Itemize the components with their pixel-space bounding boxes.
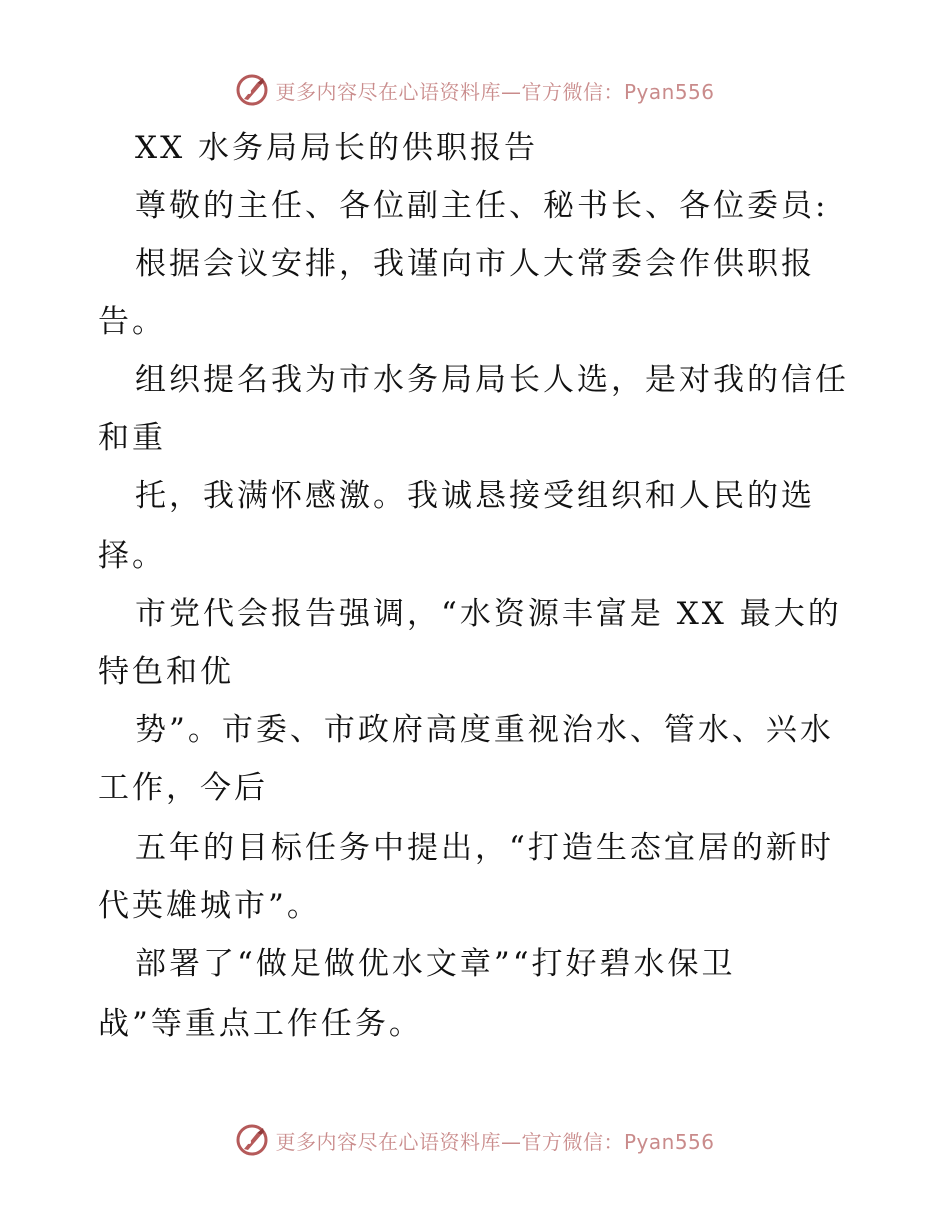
quill-pen-logo-icon <box>235 1123 269 1157</box>
paragraph-line: 组织提名我为市水务局局长人选，是对我的信任 <box>135 362 849 398</box>
paragraph-line: 根据会议安排，我谨向市人大常委会作供职报 <box>135 246 815 282</box>
watermark-text <box>275 1126 714 1155</box>
watermark-main-text: 更多内容尽在心语资料库—官方微信： <box>275 1129 624 1154</box>
paragraph-line: 势”。市委、市政府高度重视治水、管水、兴水 <box>135 712 834 748</box>
paragraph-line: 择。 <box>98 538 166 574</box>
paragraph-line: 告。 <box>98 304 166 340</box>
paragraph-line: 托，我满怀感激。我诚恳接受组织和人民的选 <box>135 478 815 514</box>
footer-watermark <box>0 1120 950 1160</box>
paragraph-line: 代英雄城市”。 <box>98 888 321 924</box>
paragraph-line: 市党代会报告强调，“水资源丰富是 XX 最大的 <box>135 596 842 632</box>
watermark-main-text: 更多内容尽在心语资料库—官方微信： <box>275 79 624 104</box>
paragraph-line: 部署了“做足做优水文章”“打好碧水保卫 <box>135 946 736 982</box>
paragraph-line: 战”等重点工作任务。 <box>98 1006 423 1042</box>
paragraph-line: 和重 <box>98 420 166 456</box>
paragraph-line: 特色和优 <box>98 654 234 690</box>
paragraph-line: 工作，今后 <box>98 770 268 806</box>
watermark-wechat-id: Pyan556 <box>623 1129 715 1154</box>
quill-pen-logo-icon <box>235 73 269 107</box>
watermark-text <box>275 76 714 105</box>
document-title: XX 水务局局长的供职报告 <box>135 130 538 166</box>
header-watermark <box>0 70 950 110</box>
paragraph-line: 五年的目标任务中提出，“打造生态宜居的新时 <box>135 830 834 866</box>
watermark-wechat-id: Pyan556 <box>623 79 715 104</box>
paragraph-line: 尊敬的主任、各位副主任、秘书长、各位委员: <box>135 188 829 224</box>
